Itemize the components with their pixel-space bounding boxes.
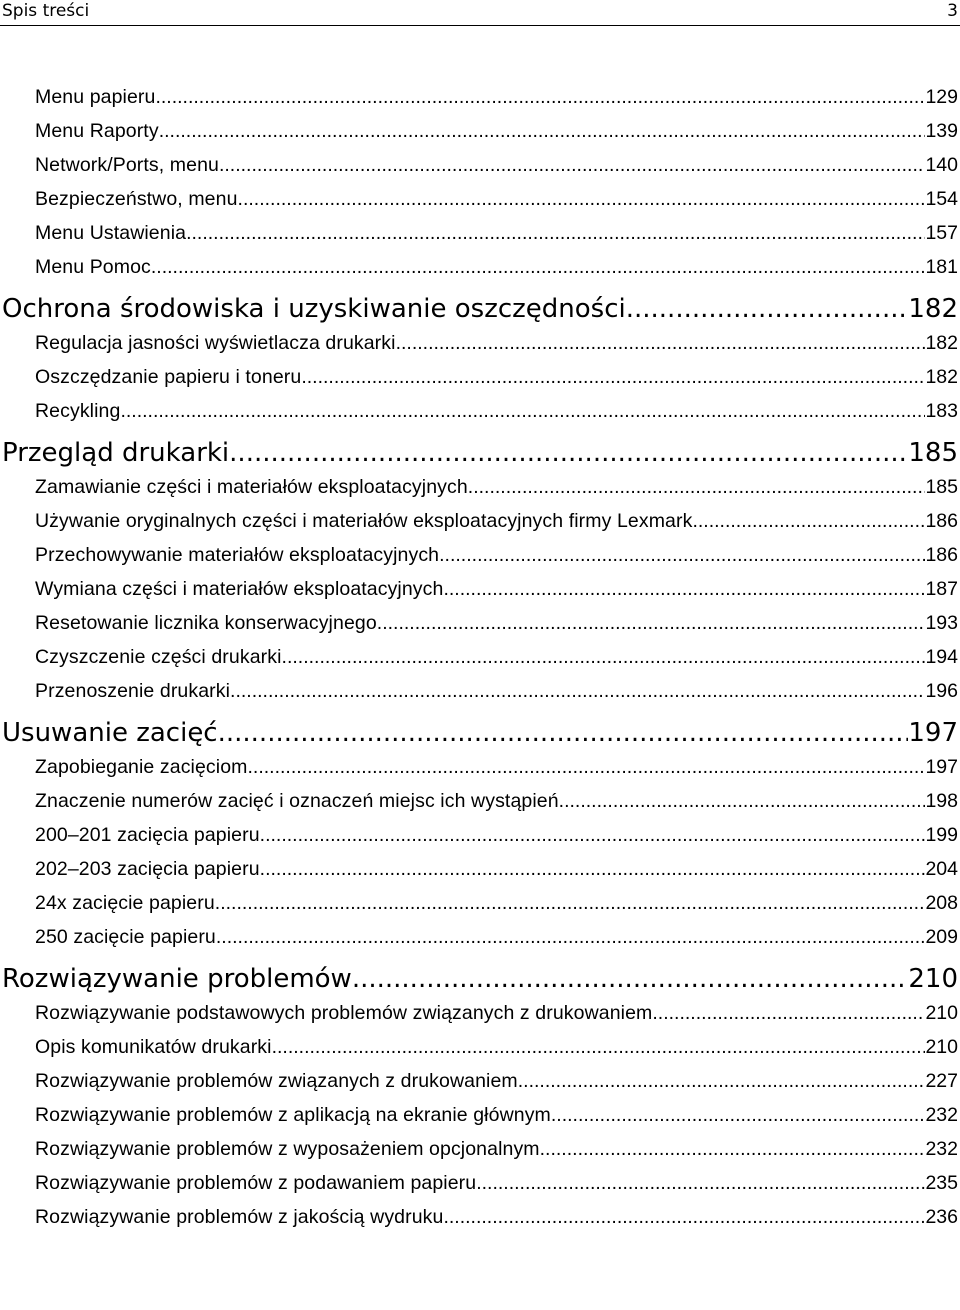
toc-section-entry[interactable] (35, 148, 958, 182)
toc-section-entry[interactable] (35, 1030, 958, 1064)
toc-entry-label: Znaczenie numerów zacięć i oznaczeń miejsc ich wystąpień (35, 790, 559, 812)
toc-entry-label: Rozwiązywanie problemów z jakością wydruku (35, 1206, 444, 1228)
toc-leader-dots (120, 394, 925, 428)
toc-entry-page: 210 (925, 1002, 958, 1024)
toc-leader-dots (260, 818, 926, 852)
toc-entry-page: 210 (908, 964, 958, 994)
toc-entry-page: 227 (925, 1070, 958, 1092)
toc-entry-label: Opis komunikatów drukarki (35, 1036, 272, 1058)
toc-section-entry[interactable] (35, 1098, 958, 1132)
toc-leader-dots (540, 1132, 926, 1166)
toc-entry-page: 236 (925, 1206, 958, 1228)
toc-chapter-entry[interactable] (2, 292, 958, 326)
toc-entry-page: 232 (925, 1138, 958, 1160)
toc-entry-label: Rozwiązywanie podstawowych problemów związanych z drukowaniem (35, 1002, 653, 1024)
toc-entry-label: Rozwiązywanie problemów z aplikacją na ekranie głównym (35, 1104, 551, 1126)
toc-leader-dots (468, 470, 926, 504)
toc-entry-label: Rozwiązywanie problemów z wyposażeniem opcjonalnym (35, 1138, 540, 1160)
toc-leader-dots (272, 1030, 926, 1064)
toc-leader-dots (215, 886, 926, 920)
toc-leader-dots (301, 360, 925, 394)
toc-entry-label: Network/Ports, menu (35, 154, 219, 176)
toc-leader-dots (260, 852, 926, 886)
toc-entry-label: Usuwanie zacięć (2, 718, 218, 748)
toc-entry-page: 210 (925, 1036, 958, 1058)
toc-entry-page: 139 (925, 120, 958, 142)
toc-leader-dots (155, 80, 925, 114)
toc-entry-page: 157 (925, 222, 958, 244)
toc-entry-page: 197 (925, 756, 958, 778)
toc-leader-dots (282, 640, 926, 674)
toc-section-entry[interactable] (35, 504, 958, 538)
toc-entry-page: 182 (908, 294, 958, 324)
toc-leader-dots (443, 1200, 925, 1234)
toc-entry-page: 235 (925, 1172, 958, 1194)
toc-leader-dots (219, 148, 925, 182)
toc-entry-label: Bezpieczeństwo, menu (35, 188, 238, 210)
toc-section-entry[interactable] (35, 394, 958, 428)
toc-section-entry[interactable] (35, 572, 958, 606)
toc-section-entry[interactable] (35, 920, 958, 954)
page-header (0, 0, 960, 26)
toc-leader-dots (248, 750, 926, 784)
toc-leader-dots (652, 996, 925, 1030)
toc-entry-label: Ochrona środowiska i uzyskiwanie oszczędności (2, 294, 626, 324)
toc-entry-label: Rozwiązywanie problemów (2, 964, 352, 994)
toc-entry-page: 182 (925, 366, 958, 388)
toc-entry-page: 197 (908, 718, 958, 748)
toc-entry-page: 186 (925, 510, 958, 532)
toc-entry-label: 24x zacięcie papieru (35, 892, 215, 914)
toc-entry-page: 209 (925, 926, 958, 948)
toc-section-entry[interactable] (35, 750, 958, 784)
toc-section-entry[interactable] (35, 470, 958, 504)
toc-entry-page: 140 (925, 154, 958, 176)
toc-entry-label: 200–201 zacięcia papieru (35, 824, 260, 846)
toc-section-entry[interactable] (35, 114, 958, 148)
header-title: Spis treści (2, 1, 90, 21)
toc-section-entry[interactable] (35, 886, 958, 920)
toc-entry-label: Przegląd drukarki (2, 438, 230, 468)
toc-entry-page: 154 (925, 188, 958, 210)
toc-entry-page: 185 (908, 438, 958, 468)
toc-entry-page: 208 (925, 892, 958, 914)
toc-entry-label: 202–203 zacięcia papieru (35, 858, 260, 880)
table-of-contents (0, 80, 960, 1234)
toc-entry-label: Oszczędzanie papieru i toneru (35, 366, 302, 388)
toc-leader-dots (476, 1166, 925, 1200)
toc-leader-dots (377, 606, 926, 640)
toc-leader-dots (186, 216, 925, 250)
toc-entry-label: Recykling (35, 400, 121, 422)
toc-section-entry[interactable] (35, 1166, 958, 1200)
toc-section-entry[interactable] (35, 606, 958, 640)
toc-section-entry[interactable] (35, 326, 958, 360)
toc-leader-dots (218, 716, 909, 750)
toc-leader-dots (159, 114, 926, 148)
toc-entry-label: Menu Ustawienia (35, 222, 187, 244)
toc-section-entry[interactable] (35, 1132, 958, 1166)
toc-entry-page: 185 (925, 476, 958, 498)
toc-entry-label: Zapobieganie zacięciom (35, 756, 248, 778)
toc-entry-label: Czyszczenie części drukarki (35, 646, 282, 668)
toc-entry-label: Wymiana części i materiałów eksploatacyjnych (35, 578, 444, 600)
toc-leader-dots (443, 572, 925, 606)
toc-entry-page: 187 (925, 578, 958, 600)
toc-entry-page: 196 (925, 680, 958, 702)
toc-entry-label: Regulacja jasności wyświetlacza drukarki (35, 332, 396, 354)
toc-leader-dots (692, 504, 925, 538)
toc-entry-page: 186 (925, 544, 958, 566)
toc-leader-dots (518, 1064, 926, 1098)
toc-leader-dots (559, 784, 926, 818)
toc-chapter-entry[interactable] (2, 436, 958, 470)
toc-entry-label: Przenoszenie drukarki (35, 680, 231, 702)
toc-entry-page: 129 (925, 86, 958, 108)
toc-section-entry[interactable] (35, 818, 958, 852)
toc-leader-dots (551, 1098, 926, 1132)
toc-entry-label: Używanie oryginalnych części i materiałów eksploatacyjnych firmy Lexmark (35, 510, 693, 532)
toc-section-entry[interactable] (35, 674, 958, 708)
toc-leader-dots (396, 326, 926, 360)
toc-leader-dots (439, 538, 925, 572)
toc-chapter-entry[interactable] (2, 716, 958, 750)
toc-entry-page: 232 (925, 1104, 958, 1126)
toc-leader-dots (352, 962, 909, 996)
toc-entry-label: Menu papieru (35, 86, 156, 108)
toc-section-entry[interactable] (35, 784, 958, 818)
toc-leader-dots (238, 182, 926, 216)
toc-chapter-entry[interactable] (2, 962, 958, 996)
toc-entry-label: Menu Pomoc (35, 256, 151, 278)
toc-entry-label: 250 zacięcie papieru (35, 926, 216, 948)
toc-entry-page: 204 (925, 858, 958, 880)
toc-section-entry[interactable] (35, 80, 958, 114)
toc-section-entry[interactable] (35, 360, 958, 394)
toc-entry-label: Resetowanie licznika konserwacyjnego (35, 612, 377, 634)
toc-entry-label: Rozwiązywanie problemów związanych z drukowaniem (35, 1070, 518, 1092)
header-page-number: 3 (947, 1, 958, 21)
toc-leader-dots (626, 292, 909, 326)
toc-leader-dots (229, 436, 908, 470)
toc-entry-label: Przechowywanie materiałów eksploatacyjnych (35, 544, 440, 566)
toc-entry-label: Menu Raporty (35, 120, 159, 142)
toc-leader-dots (216, 920, 926, 954)
toc-entry-label: Zamawianie części i materiałów eksploatacyjnych (35, 476, 468, 498)
toc-entry-page: 182 (925, 332, 958, 354)
toc-entry-page: 198 (925, 790, 958, 812)
toc-section-entry[interactable] (35, 1200, 958, 1234)
toc-entry-page: 194 (925, 646, 958, 668)
toc-leader-dots (151, 250, 926, 284)
toc-section-entry[interactable] (35, 852, 958, 886)
toc-section-entry[interactable] (35, 182, 958, 216)
toc-entry-page: 193 (925, 612, 958, 634)
toc-section-entry[interactable] (35, 538, 958, 572)
toc-section-entry[interactable] (35, 216, 958, 250)
toc-section-entry[interactable] (35, 640, 958, 674)
toc-section-entry[interactable] (35, 996, 958, 1030)
toc-entry-page: 199 (925, 824, 958, 846)
toc-entry-page: 183 (925, 400, 958, 422)
toc-leader-dots (230, 674, 925, 708)
toc-entry-page: 181 (925, 256, 958, 278)
toc-section-entry[interactable] (35, 1064, 958, 1098)
toc-section-entry[interactable] (35, 250, 958, 284)
toc-entry-label: Rozwiązywanie problemów z podawaniem papieru (35, 1172, 477, 1194)
